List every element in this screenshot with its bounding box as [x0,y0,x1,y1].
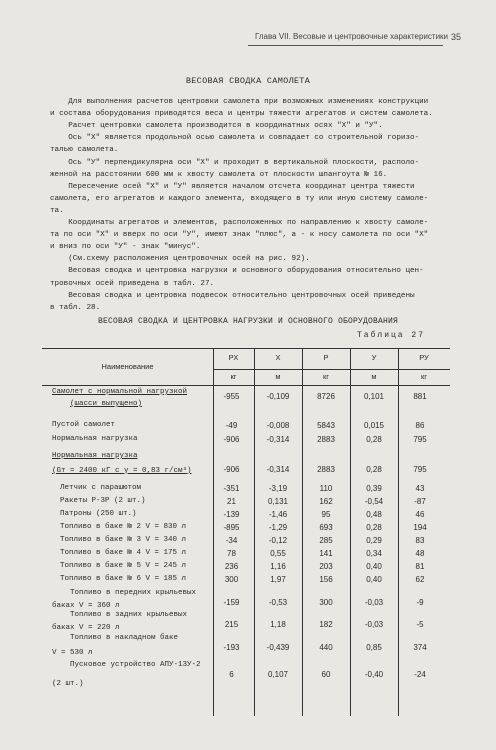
table-rule [254,348,255,716]
row-name: Летчик с парашютом [60,484,142,492]
cell-y: -0,40 [364,670,384,679]
page-number: 35 [450,32,461,42]
cell-y: -0,03 [364,598,384,607]
cell-x: -0,12 [268,536,288,545]
cell-y: 0,34 [366,549,382,558]
cell-x: 1,16 [270,562,286,571]
cell-y: 0,101 [363,392,385,401]
column-unit: м [371,372,377,381]
column-header: У [371,353,377,362]
row-name: (Gт = 2400 кГ с γ = 0,83 г/см³) [52,467,192,475]
row-name: Пустой самолет [52,421,116,429]
table-title: ВЕСОВАЯ СВОДКА И ЦЕНТРОВКА НАГРУЗКИ И ОСНОВНОГО ОБОРУДОВАНИЯ [97,317,399,326]
header-rule [248,45,443,46]
body-line: та по оси "X" и вверх по оси "У", имеют знак "плюс", а - к носу самолета по оси "X" [50,231,429,240]
cell-y: 0,39 [366,484,382,493]
cell-py: -87 [414,497,426,506]
table-rule [398,348,399,716]
cell-p: 110 [319,484,333,493]
cell-x: -0,109 [266,392,290,401]
cell-p: 300 [319,598,333,607]
cell-p: 285 [319,536,333,545]
cell-y: 0,85 [366,643,382,652]
column-unit: кг [230,372,237,381]
cell-x: 0,107 [267,670,289,679]
cell-x: -0,53 [268,598,288,607]
cell-p: 5843 [317,421,335,430]
row-name: V = 530 л [52,649,93,657]
body-line: Ось "X" является продольной осью самолета и совпадает со строительной горизо- [50,134,420,143]
cell-px: -159 [223,598,240,607]
column-header: Р [323,353,329,362]
row-name: Пусковое устройство АПУ-13У-2 [70,661,201,669]
row-name: Патроны (250 шт.) [60,510,137,518]
cell-x: -1,46 [268,510,288,519]
row-name: Нормальная нагрузка [52,435,138,443]
column-header: РУ [419,353,429,362]
body-line: женной на расстоянии 600 мм к хвосту самолета от плоскости шпангоута № 16. [50,170,388,179]
row-name: (шасси выпущено) [70,400,143,408]
row-name: баках V = 220 л [52,624,120,632]
body-line: и вниз по оси "У" - знак "минус". [50,243,201,252]
cell-px: 78 [227,549,236,558]
row-name: Топливо в баке № 3 V = 340 л [60,536,187,544]
table-rule [302,348,303,716]
cell-py: 43 [415,484,425,493]
cell-y: -0,54 [364,497,384,506]
table-rule [350,348,351,716]
cell-py: -24 [414,670,426,679]
body-line: талью самолета. [50,146,119,155]
cell-x: -1,29 [268,523,288,532]
cell-y: 0,40 [366,575,382,584]
column-unit: м [275,372,281,381]
cell-py: 83 [415,536,425,545]
cell-px: 300 [224,575,239,584]
column-header: РХ [228,353,239,362]
cell-y: 0,48 [366,510,382,519]
cell-x: -3,19 [268,484,288,493]
row-name: (2 шт.) [52,680,84,688]
row-name: Топливо в задних крыльевых [70,611,188,619]
cell-py: 795 [413,465,427,474]
cell-px: 215 [224,620,239,629]
body-line: самолета, его агрегатов и каждого элемента, входящего в ту или иную систему самоле- [50,194,429,203]
cell-x: -0,008 [266,421,290,430]
cell-px: -895 [223,523,240,532]
cell-py: 881 [413,392,427,401]
column-header: Х [275,353,281,362]
body-line: Расчет центровки самолета производится в координатных осях "X" и "У". [50,122,383,131]
cell-py: -5 [416,620,424,629]
cell-px: -351 [223,484,240,493]
cell-px: -34 [225,536,238,545]
section-title: ВЕСОВАЯ СВОДКА САМОЛЕТА [185,76,311,86]
row-name: Топливо в баке № 6 V = 185 л [60,575,187,583]
cell-y: 0,28 [366,465,382,474]
row-name: Нормальная нагрузка [52,452,138,460]
cell-py: 795 [413,435,427,444]
cell-y: 0,40 [366,562,382,571]
body-line: и состава оборудования приводятся веса и центры тяжести агрегатов и систем самолета. [50,110,433,119]
body-line: Ось "У" перпендикулярна оси "X" и проходит в вертикальной плоскости, располо- [50,158,420,167]
body-line: Для выполнения расчетов центровки самолета при возможных изменениях конструкции [50,98,429,106]
cell-px: 6 [229,670,234,679]
cell-y: 0,015 [363,421,385,430]
cell-px: -49 [225,421,238,430]
cell-p: 203 [319,562,333,571]
cell-x: -0,439 [266,643,290,652]
cell-px: -906 [223,435,240,444]
cell-x: 1,18 [270,620,286,629]
body-line: Координаты агрегатов и элементов, расположенных по направлению к хвосту самоле- [50,219,429,227]
row-name: Самолет с нормальной нагрузкой [52,388,188,396]
cell-p: 162 [319,497,333,506]
running-header [255,32,461,46]
cell-px: 21 [227,497,236,506]
table-number: Таблица 27 [357,331,426,340]
cell-py: 194 [413,523,427,532]
cell-p: 2883 [317,435,335,444]
cell-px: -139 [223,510,240,519]
body-line: Весовая сводка и центровка нагрузки и основного оборудования относительно цен- [50,267,424,276]
row-name: Топливо в баке № 2 V = 830 л [60,523,187,531]
row-name: Топливо в баке № 4 V = 175 л [60,549,187,557]
cell-y: -0,03 [364,620,384,629]
cell-px: -906 [223,465,240,474]
row-name: Топливо в передних крыльевых [70,589,197,597]
body-line: та. [50,206,64,215]
column-header-name: Наименование [101,362,154,371]
cell-y: 0,28 [366,435,382,444]
cell-py: 48 [415,549,425,558]
table-rule [42,385,450,386]
table-rule [213,369,450,370]
cell-px: 236 [224,562,239,571]
cell-py: -9 [416,598,424,607]
cell-y: 0,29 [366,536,382,545]
cell-py: 81 [415,562,425,571]
cell-p: 60 [321,670,331,679]
cell-x: 0,131 [267,497,289,506]
cell-p: 8726 [317,392,335,401]
body-line: тровочных осей приведена в табл. 27. [50,279,215,288]
row-name: Топливо в накладном баке [70,634,179,642]
cell-x: 0,55 [270,549,286,558]
cell-p: 156 [319,575,333,584]
cell-py: 46 [415,510,425,519]
cell-py: 62 [415,575,425,584]
cell-py: 374 [413,643,427,652]
cell-px: -193 [223,643,240,652]
table-rule [42,348,450,349]
cell-p: 95 [321,510,331,519]
cell-p: 440 [319,643,333,652]
cell-p: 2883 [317,465,335,474]
body-line: в табл. 28. [50,303,101,312]
cell-p: 693 [319,523,333,532]
cell-p: 182 [319,620,333,629]
body-line: (См.схему расположения центровочных осей на рис. 92). [50,255,310,264]
row-name: Топливо в баке № 5 V = 245 л [60,562,187,570]
table-rule [213,348,214,716]
row-name: баках V = 360 л [52,602,120,610]
row-name: Ракеты Р-3Р (2 шт.) [60,497,146,505]
body-line: Весовая сводка и центровка подвесок относительно центровочных осей приведены [50,291,415,300]
cell-px: -955 [223,392,240,401]
cell-x: -0,314 [266,435,290,444]
cell-y: 0,28 [366,523,382,532]
cell-p: 141 [319,549,333,558]
cell-x: -0,314 [266,465,290,474]
cell-x: 1,97 [270,575,286,584]
body-line: Пересечение осей "X" и "У" является началом отсчета координат центра тяжести [50,182,415,191]
chapter-title: Глава VII. Весовые и центровочные характеристики [255,32,448,41]
column-unit: кг [420,372,428,381]
cell-py: 86 [415,421,425,430]
column-unit: кг [322,372,330,381]
